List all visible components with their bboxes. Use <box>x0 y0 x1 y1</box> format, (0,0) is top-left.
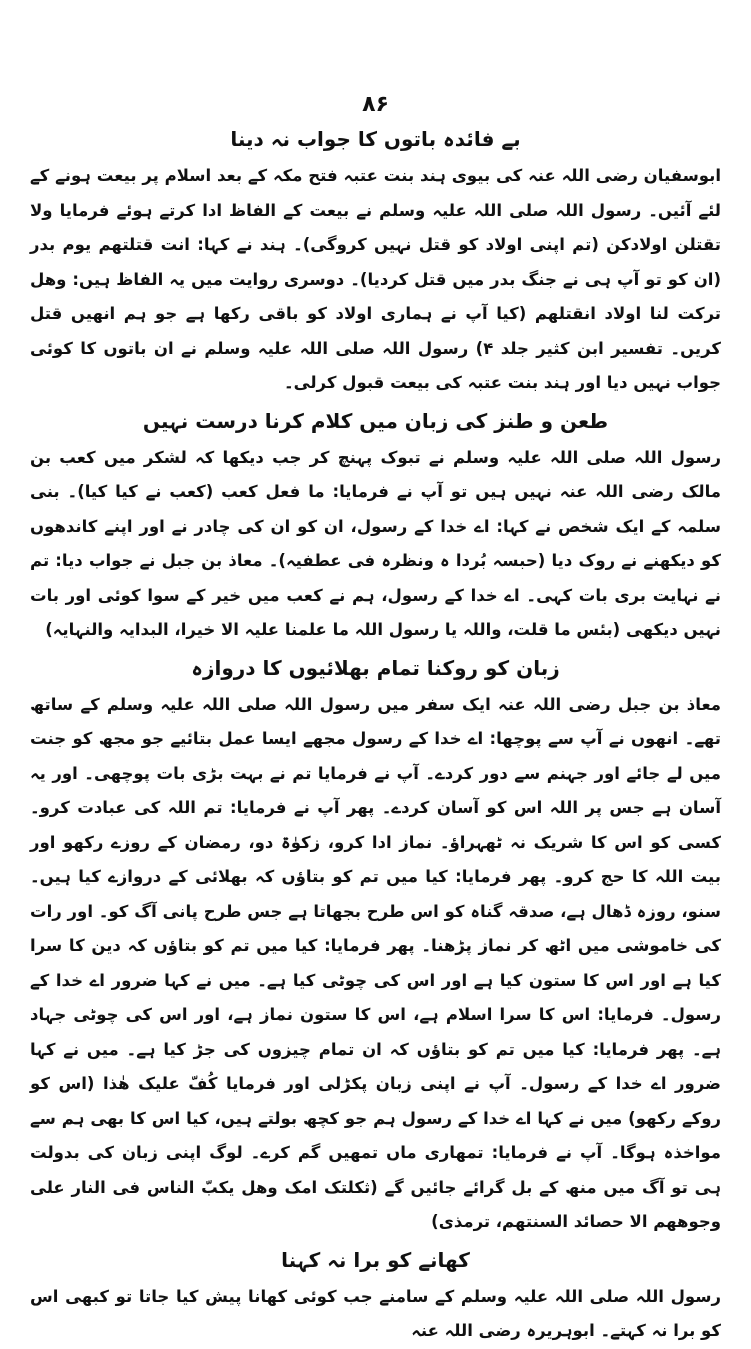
section-heading: کھانے کو برا نہ کہنا <box>281 1247 470 1272</box>
paragraph: معاذ بن جبل رضی اللہ عنہ ایک سفر میں رسول اللہ صلی اللہ علیہ وسلم کے ساتھ تھے۔ انھوں نے آپ سے پوچھا: اے خدا کے رسول مجھے ایسا عمل بتائیے جو مجھ کو جنت میں لے جائے اور جہنم سے دور کردے۔ آپ نے فرمایا تم نے بہت بڑی بات پوچھی۔ اور یہ آسان ہے جس پر اللہ اس کو آسان کردے۔ پھر آپ نے فرمایا: تم اللہ کی عبادت کرو۔ کسی کو اس کا شریک نہ ٹھہراؤ۔ نماز ادا کرو، زکوٰۃ دو، رمضان کے روزے رکھو اور بیت اللہ کا حج کرو۔ پھر فرمایا: کیا میں تم کو بتاؤں کہ بھلائی کے دروازے کیا ہیں۔ سنو، روزہ ڈھال ہے، صدقہ گناہ کو اس طرح بجھاتا ہے جس طرح پانی آگ کو۔ اور رات کی خاموشی میں اٹھ کر نماز پڑھنا۔ پھر فرمایا: کیا میں تم کو بتاؤں کہ دین کا سرا کیا ہے اور اس کا ستون کیا ہے اور اس کی چوٹی کیا ہے۔ میں نے کہا ضرور اے خدا کے رسول۔ فرمایا: اس کا سرا اسلام ہے، اس کا ستون نماز ہے، اور اس کی چوٹی جہاد ہے۔ پھر فرمایا: کیا میں تم کو بتاؤں کہ ان تمام چیزوں کی جڑ کیا ہے۔ میں نے کہا ضرور اے خدا کے رسول۔ آپ نے اپنی زبان پکڑلی اور فرمایا کُفّ علیک ھٰذا (اس کو روکے رکھو) میں نے کہا اے خدا کے رسول ہم جو کچھ بولتے ہیں، کیا اس کا بھی ہم سے مواخذہ ہوگا۔ آپ نے فرمایا: تمھاری ماں تمھیں گم کرے۔ لوگ اپنی زبان کی بدولت ہی تو آگ میں منھ کے بل گرائے جائیں گے (ثکلتک امک وھل یکبّ الناس فی النار علی وجوھھم الا حصائد السنتھم، ترمذی) <box>30 694 721 1231</box>
section-futile-talk <box>30 123 721 401</box>
paragraph: رسول اللہ صلی اللہ علیہ وسلم کے سامنے جب کوئی کھانا پیش کیا جاتا تو کبھی اس کو برا نہ کہتے۔ ابوہریرہ رضی اللہ عنہ <box>30 1286 721 1340</box>
paragraph: ابوسفیان رضی اللہ عنہ کی بیوی ہند بنت عتبہ فتح مکہ کے بعد اسلام پر بیعت ہونے کے لئے آئیں۔ رسول اللہ صلی اللہ علیہ وسلم نے بیعت کے الفاظ ادا کرتے ہوئے فرمایا ولا تقتلن اولادکن (تم اپنی اولاد کو قتل نہیں کروگی)۔ ہند نے کہا: انت قتلتھم یوم بدر (ان کو تو آپ ہی نے جنگ بدر میں قتل کردیا)۔ دوسری روایت میں یہ الفاظ ہیں: وھل ترکت لنا اولاد انقتلھم (کیا آپ نے ہماری اولاد کو باقی رکھا ہے جو ہم انھیں قتل کریں۔ تفسیر ابن کثیر جلد ۴) رسول اللہ صلی اللہ علیہ وسلم نے ان باتوں کا کوئی جواب نہیں دیا اور ہند بنت عتبہ کی بیعت قبول کرلی۔ <box>30 166 721 392</box>
page-number: ۸۶ <box>362 92 389 117</box>
section-heading: طعن و طنز کی زبان میں کلام کرنا درست نہیں <box>142 408 609 433</box>
section-heading: بے فائدہ باتوں کا جواب نہ دینا <box>230 127 521 151</box>
section-heading: زبان کو روکنا تمام بھلائیوں کا دروازہ <box>191 655 560 680</box>
section-taunting-speech <box>30 405 721 648</box>
section-food-criticism <box>30 1244 721 1349</box>
paragraph: رسول اللہ صلی اللہ علیہ وسلم نے تبوک پہنچ کر جب دیکھا کہ لشکر میں کعب بن مالک رضی اللہ عنہ نہیں ہیں تو آپ نے فرمایا: ما فعل کعب (کعب نے کیا کیا)۔ بنی سلمہ کے ایک شخص نے کہا: اے خدا کے رسول، ان کو ان کی چادر نے اور اپنے کاندھوں کو دیکھنے نے روک دیا (حبسہ بُردا ہ ونظرہ فی عطفیہ)۔ معاذ بن جبل نے جواب دیا: تم نے نہایت بری بات کہی۔ اے خدا کے رسول، ہم نے کعب میں خیر کے سوا کوئی اور بات نہیں دیکھی (بئس ما قلت، واللہ یا رسول اللہ ما علمنا علیہ الا خیرا، البدایہ والنہایہ) <box>30 447 721 639</box>
section-restraining-tongue <box>30 652 721 1240</box>
